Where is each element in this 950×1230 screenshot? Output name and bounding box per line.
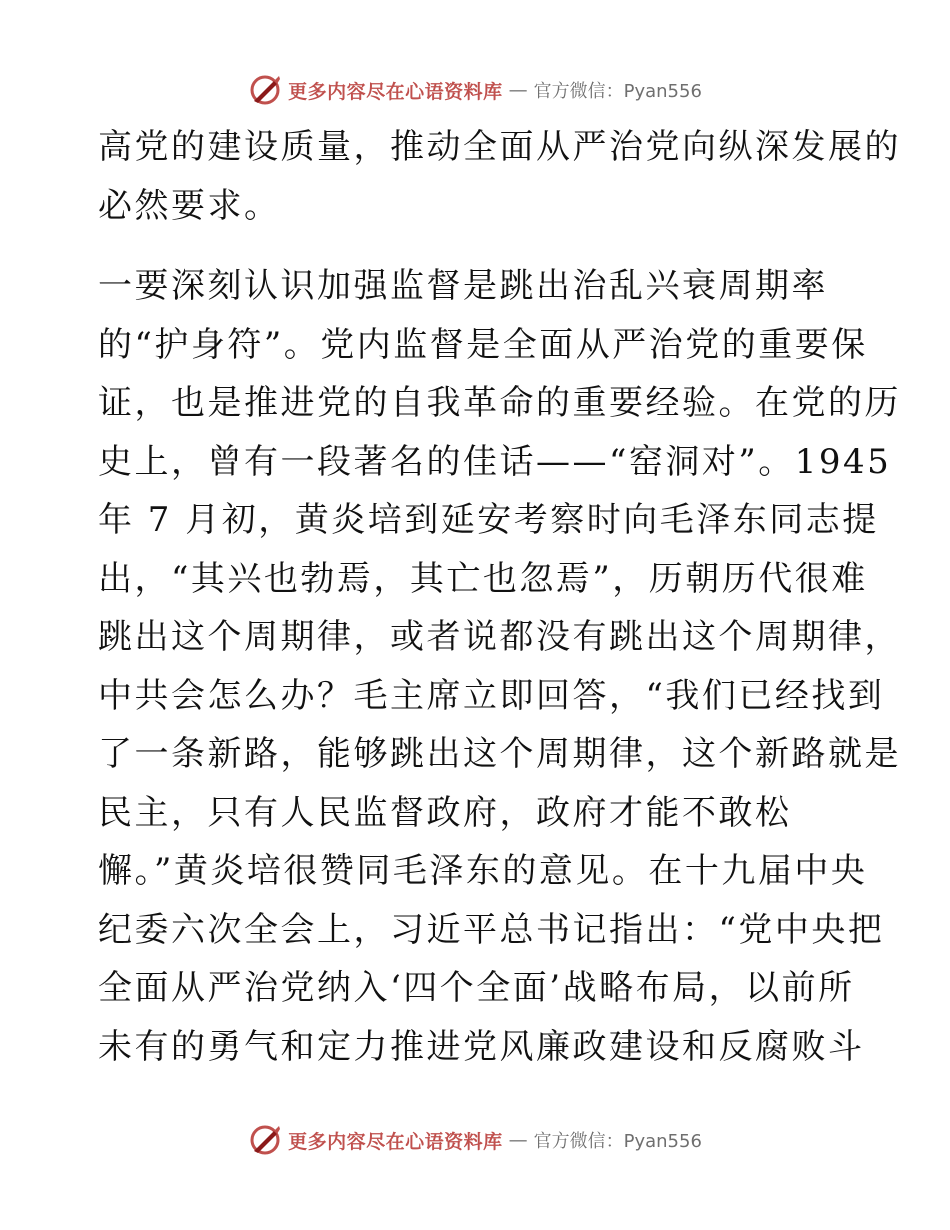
text-line: 纪委六次全会上，习近平总书记指出：“党中央把: [98, 909, 885, 950]
document-body: [98, 118, 901, 1076]
text-line: 全面从严治党纳入‘四个全面’战略布局，以前所: [98, 968, 855, 1008]
watermark-separator: —: [508, 1129, 528, 1151]
watermark-official: 官方微信：Pyan556: [533, 81, 702, 102]
text-line: 了一条新路，能够跳出这个周期律，这个新路就是: [98, 734, 901, 774]
watermark-separator: —: [508, 79, 528, 101]
header-watermark: [0, 70, 950, 110]
paragraph-1: [98, 118, 901, 235]
watermark-official: 官方微信：Pyan556: [533, 1131, 702, 1152]
text-line: 懈。”黄炎培很赞同毛泽东的意见。在十九届中央: [98, 851, 868, 891]
text-line: 中共会怎么办？毛主席立即回答，“我们已经找到: [98, 675, 885, 716]
watermark-brand: 更多内容尽在心语资料库: [288, 1130, 503, 1153]
text-line: 未有的勇气和定力推进党风廉政建设和反腐败斗: [98, 1026, 865, 1067]
paragraph-2: [98, 257, 901, 1076]
text-line: 史上，曾有一段著名的佳话——“窑洞对”。1945: [98, 441, 892, 482]
quill-logo-icon: [248, 1123, 282, 1157]
footer-watermark: [0, 1120, 950, 1160]
text-line: 的“护身符”。党内监督是全面从严治党的重要保: [98, 324, 868, 365]
text-line: 民主，只有人民监督政府，政府才能不敢松: [98, 792, 792, 833]
text-line: 年 7 月初，黄炎培到延安考察时向毛泽东同志提: [98, 500, 879, 540]
text-line: 出，“其兴也勃焉，其亡也忽焉”，历朝历代很难: [98, 558, 868, 599]
text-line: 跳出这个周期律，或者说都没有跳出这个周期律，: [98, 617, 901, 657]
text-line: 高党的建设质量，推动全面从严治党向纵深发展的: [98, 127, 901, 167]
watermark-brand: 更多内容尽在心语资料库: [288, 80, 503, 103]
text-line: 一要深刻认识加强监督是跳出治乱兴衰周期率: [98, 266, 828, 306]
quill-logo-icon: [248, 73, 282, 107]
text-line: 证，也是推进党的自我革命的重要经验。在党的历: [98, 383, 901, 423]
text-line: 必然要求。: [98, 185, 281, 226]
